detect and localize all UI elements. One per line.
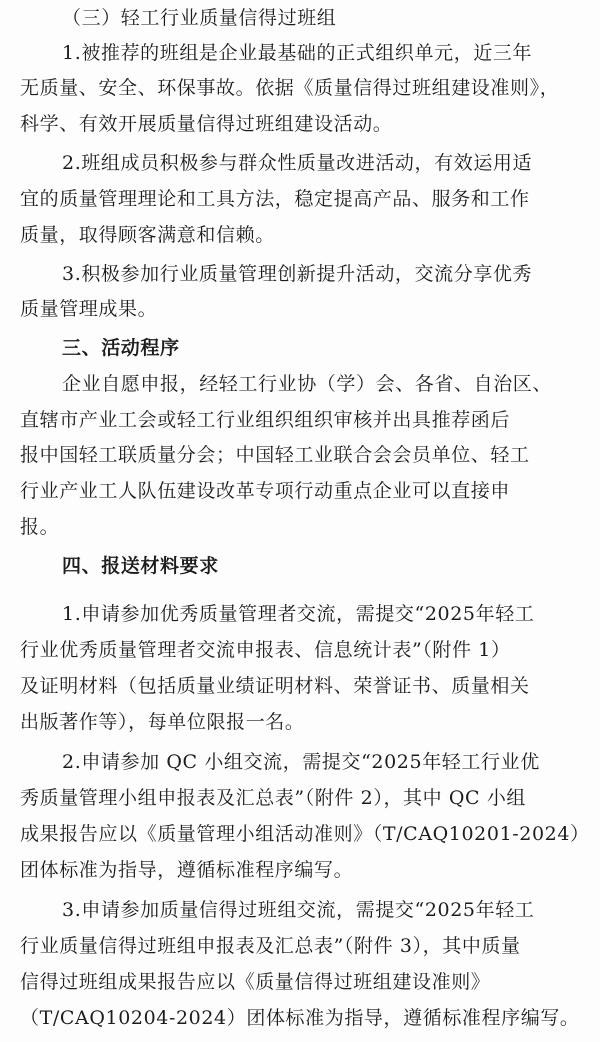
paragraph-line: 质量管理成果。 bbox=[20, 298, 158, 320]
paragraph-line: 直辖市产业工会或轻工行业组织组织审核并出具推荐函后 bbox=[20, 409, 511, 431]
paragraph-line: 团体标准为指导，遵循标准程序编写。 bbox=[20, 859, 354, 881]
paragraph-line: 行业质量信得过班组申报表及汇总表”（附件 3），其中质量 bbox=[20, 935, 521, 957]
paragraph-line: 1.申请参加优秀质量管理者交流，需提交“2025年轻工 bbox=[62, 603, 535, 625]
subsection-heading: （三）轻工行业质量信得过班组 bbox=[62, 7, 337, 29]
paragraph-line: 成果报告应以《质量管理小组活动准则》（T/CAQ10201-2024） bbox=[20, 823, 590, 845]
paragraph-line: 2.申请参加 QC 小组交流，需提交“2025年轻工行业优 bbox=[62, 751, 540, 773]
paragraph-line: 报。 bbox=[20, 516, 60, 538]
paragraph-line: 科学、有效开展质量信得过班组建设活动。 bbox=[20, 113, 393, 135]
section-heading: 四、报送材料要求 bbox=[62, 555, 219, 577]
paragraph-line: 信得过班组成果报告应以《质量信得过班组建设准则》 bbox=[20, 971, 491, 993]
paragraph-line: 质量，取得顾客满意和信赖。 bbox=[20, 224, 275, 246]
paragraph-line: 及证明材料（包括质量业绩证明材料、荣誉证书、质量相关 bbox=[20, 675, 530, 697]
paragraph-line: （T/CAQ10204-2024）团体标准为指导，遵循标准程序编写。 bbox=[20, 1007, 580, 1029]
paragraph-line: 3.申请参加质量信得过班组交流，需提交“2025年轻工 bbox=[62, 899, 535, 921]
paragraph-line: 1.被推荐的班组是企业最基础的正式组织单元，近三年 bbox=[62, 42, 533, 64]
paragraph-line: 报中国轻工联质量分会；中国轻工业联合会会员单位、轻工 bbox=[20, 444, 530, 466]
paragraph-line: 无质量、安全、环保事故。依据《质量信得过班组建设准则》， bbox=[20, 77, 560, 99]
section-heading: 三、活动程序 bbox=[62, 337, 180, 359]
paragraph-line: 行业产业工人队伍建设改革专项行动重点企业可以直接申 bbox=[20, 480, 511, 502]
paragraph-line: 秀质量管理小组申报表及汇总表”（附件 2），其中 QC 小组 bbox=[20, 787, 527, 809]
paragraph-line: 出版著作等），每单位限报一名。 bbox=[20, 711, 305, 733]
paragraph-line: 企业自愿申报，经轻工行业协（学）会、各省、自治区、 bbox=[62, 373, 553, 395]
paragraph-line: 宜的质量管理理论和工具方法，稳定提高产品、服务和工作 bbox=[20, 188, 530, 210]
paragraph-line: 2.班组成员积极参与群众性质量改进活动，有效运用适 bbox=[62, 152, 533, 174]
paragraph-line: 行业优秀质量管理者交流申报表、信息统计表”（附件 1） bbox=[20, 639, 511, 661]
paragraph-line: 3.积极参加行业质量管理创新提升活动，交流分享优秀 bbox=[62, 263, 533, 285]
